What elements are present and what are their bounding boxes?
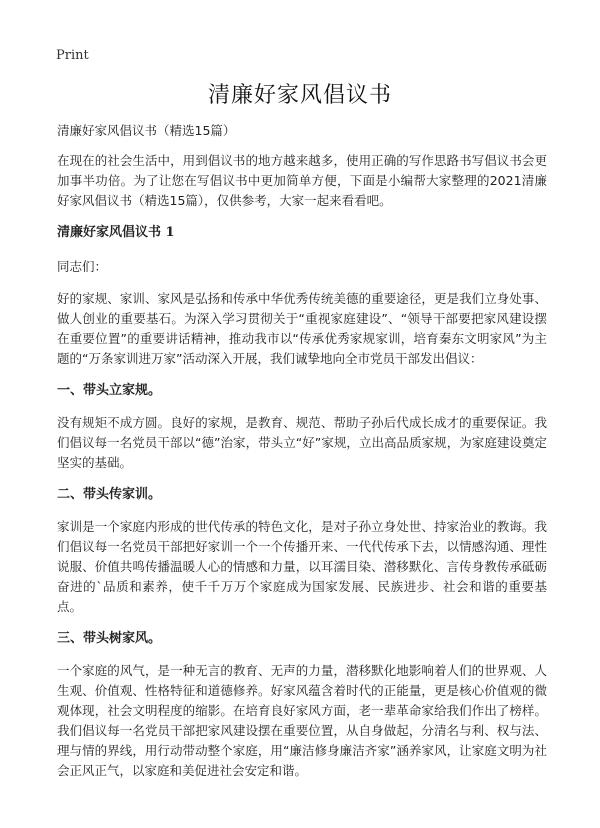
document-title: 清廉好家风倡议书 [207, 83, 392, 108]
point-paragraph-1: 没有规矩不成方圆。良好的家规，是教育、规范、帮助子孙后代成长成才的重要保证。我们倡议每一名党员干部以“德”治家，带头立“好”家规，立出高品质家规，为家庭建设奠定坚实的基础。 [57, 415, 547, 470]
intro-paragraph: 在现在的社会生活中，用到倡议书的地方越来越多，使用正确的写作思路书写倡议书会更加事半功倍。为了让您在写倡议书中更加简单方便，下面是小编帮大家整理的2021清廉好家风倡议书（精选15篇），仅供参考，大家一起来看看吧。 [57, 153, 547, 208]
greeting: 同志们： [57, 259, 108, 274]
point-paragraph-3: 一个家庭的风气，是一种无言的教育、无声的力量，潜移默化地影响着人们的世界观、人生观、价值观、性格特征和道德修养。好家风蕴含着时代的正能量，更是核心价值观的微观体现，社会文明程度的缩影。在培育良好家风方面，老一辈革命家给我们作出了榜样。我们倡议每一名党员干部把家风建设摆在重要位置，从自身做起，分清名与利、权与法、理与情的界线，用行动带动整个家庭，用“廉洁修身廉洁齐家”涵养家风，让家庭文明为社会正风正气，以家庭和美促进社会安定和谐。 [57, 663, 547, 778]
point-paragraph-2: 家训是一个家庭内形成的世代传承的特色文化，是对子孙立身处世、持家治业的教诲。我们倡议每一名党员干部把好家训一个一个传播开来、一代代传承下去，以情感沟通、理性说服、价值共鸣传播温暖人心的情感和力量，以耳濡目染、潜移默化、言传身教传承砥砺奋进的`品质和素养，使千千万万个家庭成为国家发展、民族进步、社会和谐的重要基点。 [57, 519, 547, 614]
document-body [57, 121, 547, 793]
point-heading-2: 二、带头传家训。 [57, 487, 162, 502]
print-link[interactable]: Print [56, 48, 89, 63]
opening-paragraph: 好的家规、家训、家风是弘扬和传承中华优秀传统美德的重要途径，更是我们立身处事、做人创业的重要基石。为深入学习贯彻关于“重视家庭建设”、“领导干部要把家风建设摆在重要位置”的重要讲话精神，推动我市以“传承优秀家规家训，培育秦东文明家风”为主题的“万条家训进万家”活动深入开展，我们诚挚地向全市党员干部发出倡议： [57, 291, 547, 366]
point-heading-3: 三、带头树家风。 [57, 631, 162, 646]
document-subtitle: 清廉好家风倡议书（精选15篇） [57, 123, 236, 138]
point-heading-1: 一、带头立家规。 [57, 383, 162, 398]
section-heading: 清廉好家风倡议书 1 [57, 225, 175, 240]
